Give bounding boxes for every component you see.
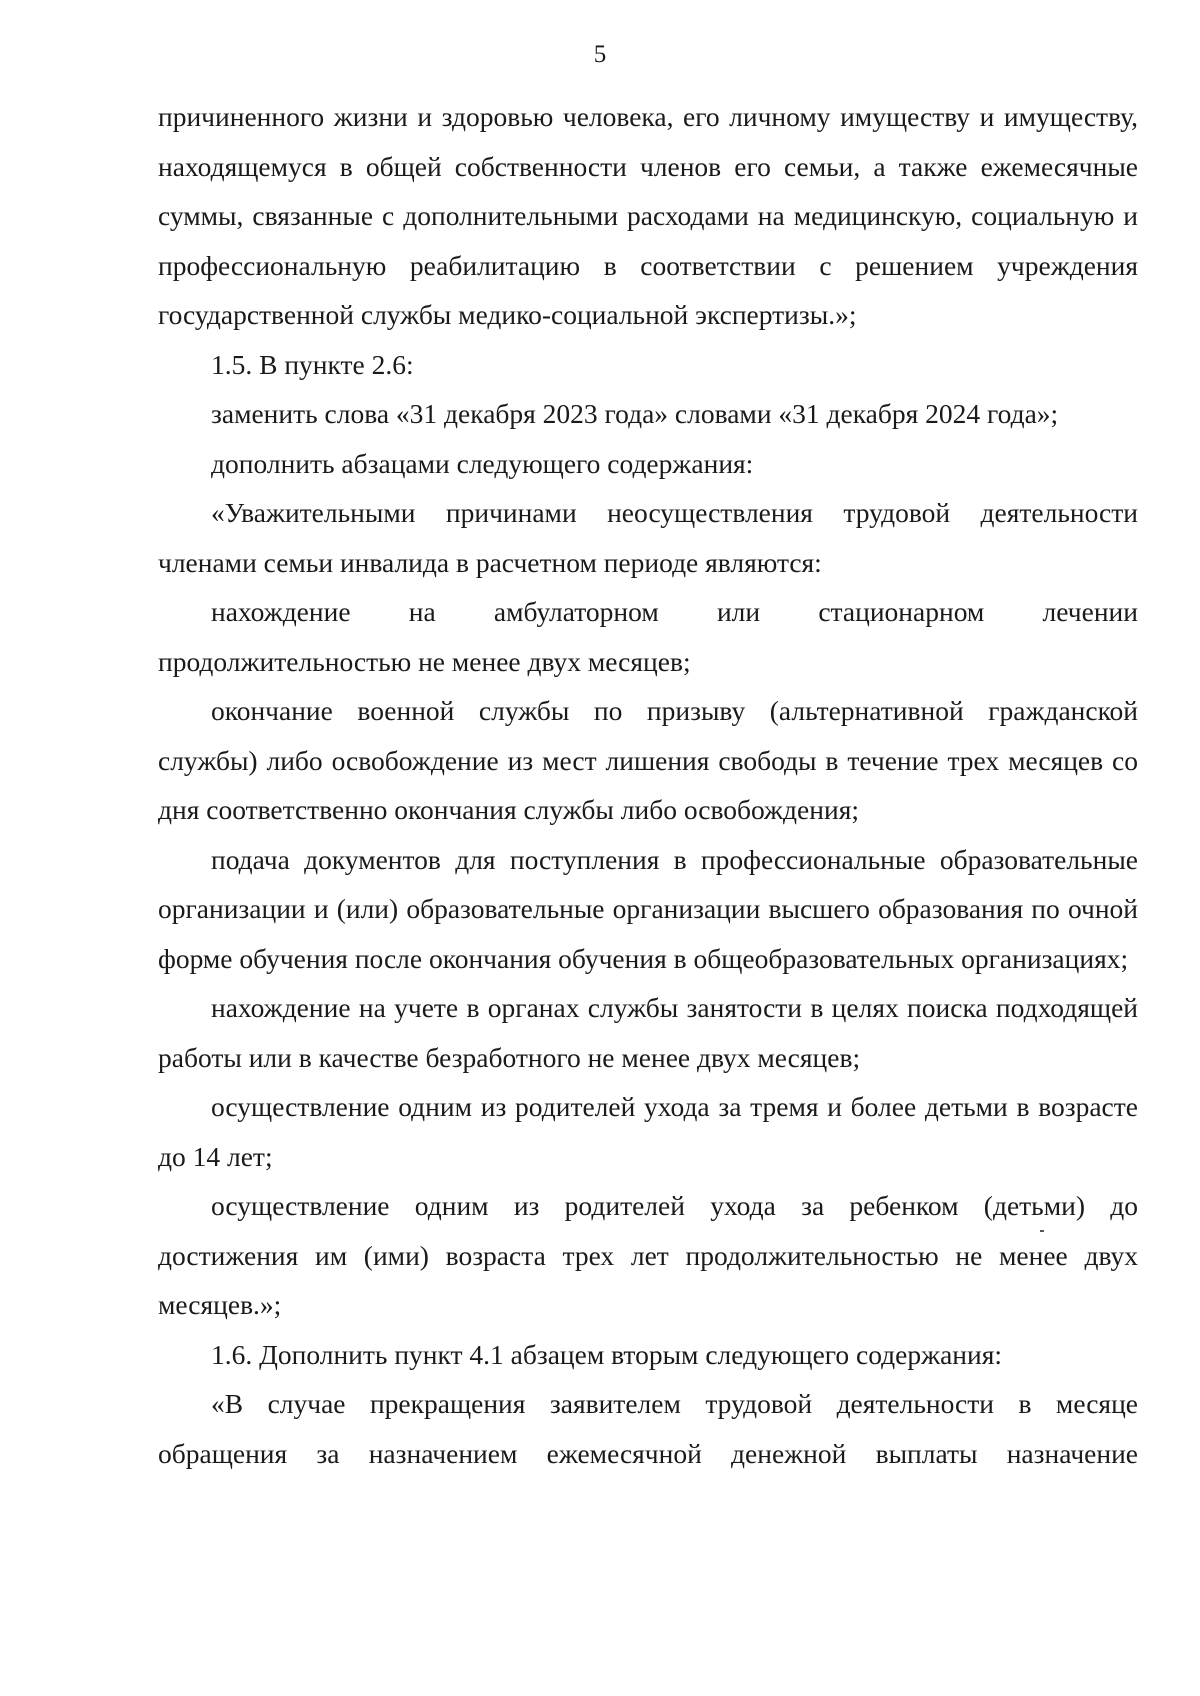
paragraph-military-service: окончание военной службы по призыву (альтернативной гражданской службы) либо освобождение из мест лишения свободы в течение трех месяцев со дня соответственно окончания службы либо освобождения; (158, 695, 1138, 825)
page-number: 5 (593, 41, 607, 68)
paragraph-care-child-under-three: осуществление одним из родителей ухода за ребенком (детьми) до достижения им (ими) возраста трех лет продолжительностью не менее двух месяцев.»; (158, 1190, 1138, 1320)
paragraph-education-admission: подача документов для поступления в профессиональные образовательные организации и (или) образовательные организации высшего образования по очной форме обучения после окончания обучения в общеобразовательных организациях; (158, 843, 1138, 974)
paragraph-termination-case: «В случае прекращения заявителем трудовой деятельности в месяце обращения за назначением ежемесячной денежной выплаты назначение (158, 1388, 1138, 1469)
paragraph-item-1-6: 1.6. Дополнить пункт 4.1 абзацем вторым следующего содержания: (211, 1338, 1003, 1370)
paragraph-supplement: дополнить абзацами следующего содержания: (211, 447, 754, 479)
document-body (158, 92, 1138, 1478)
paragraph-item-1-5: 1.5. В пункте 2.6: (211, 348, 414, 380)
paragraph-care-three-children: осуществление одним из родителей ухода за тремя и более детьми в возрасте до 14 лет; (158, 1091, 1138, 1172)
paragraph-replace-words: заменить слова «31 декабря 2023 года» словами «31 декабря 2024 года»; (211, 398, 1059, 429)
paragraph-valid-reasons: «Уважительными причинами неосуществления трудовой деятельности членами семьи инвалида в расчетном периоде являются: (158, 497, 1138, 578)
scan-dot (1040, 1230, 1044, 1232)
paragraph-employment-service: нахождение на учете в органах службы занятости в целях поиска подходящей работы или в качестве безработного не менее двух месяцев; (158, 992, 1138, 1073)
paragraph-treatment: нахождение на амбулаторном или стационарном лечении продолжительностью не менее двух месяцев; (158, 596, 1138, 677)
paragraph-continuation: причиненного жизни и здоровью человека, его личному имуществу и имуществу, находящемуся в общей собственности членов его семьи, а также ежемесячные суммы, связанные с дополнительными расходами на медицинскую, социальную и профессиональную реабилитацию в соответствии с решением учреждения государственной службы медико-социальной экспертизы.»; (158, 101, 1138, 330)
